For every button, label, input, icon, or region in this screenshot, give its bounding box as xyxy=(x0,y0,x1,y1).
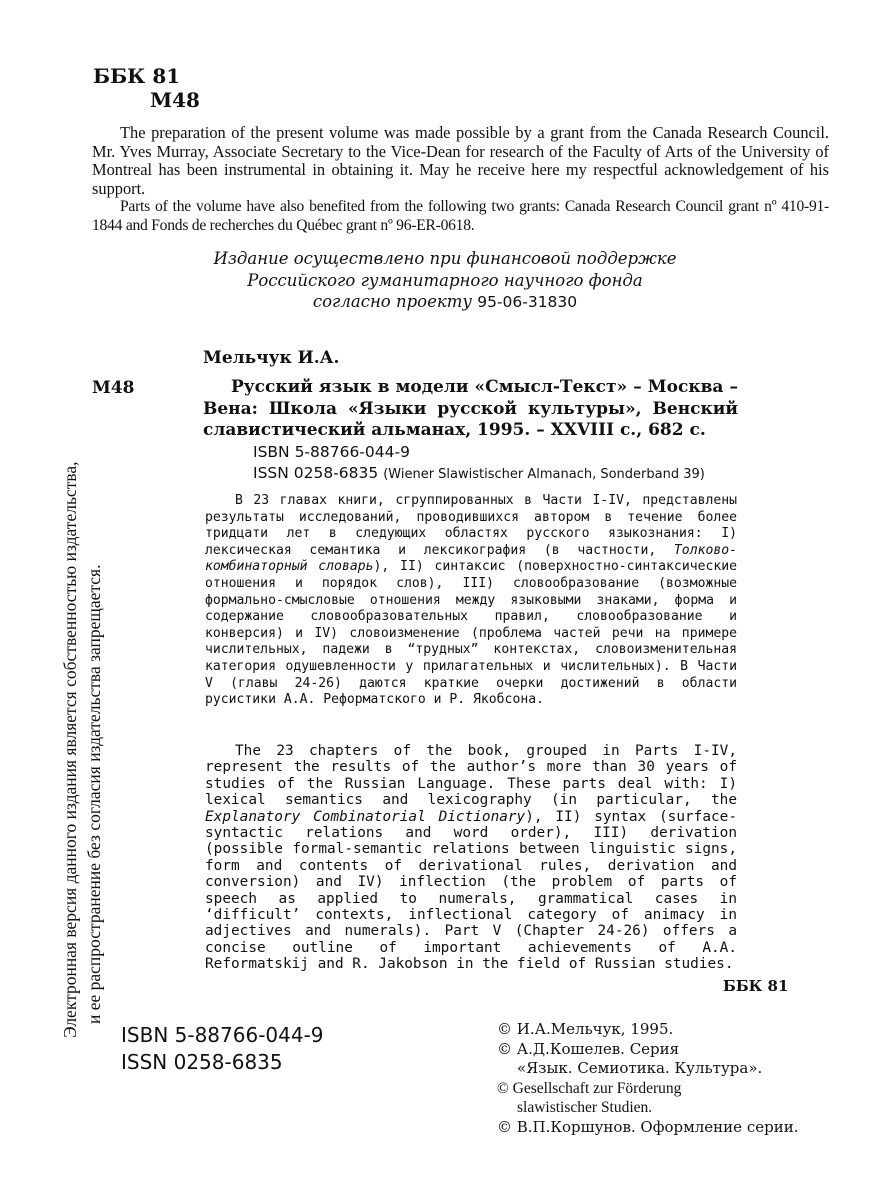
abstract-ru-part-1: В 23 главах книги, сгруппированных в Части I-IV, представлены результаты исследований, проводившихся автором в течение более тридцати лет в следующих областях русского языкознания: I) лексическая семантика и лексикография (в частности, xyxy=(205,493,737,558)
footer-isbn-block xyxy=(121,1022,324,1076)
catalog-issn-number: ISSN 0258-6835 xyxy=(253,464,379,482)
catalog-issn xyxy=(253,464,705,482)
abstract-english xyxy=(205,743,737,973)
project-number: 95-06-31830 xyxy=(477,293,578,311)
bbk-code: ББК 81 xyxy=(93,64,181,88)
funding-project-label: согласно проекту xyxy=(312,292,472,311)
copyright-series-editor: © А.Д.Кошелев. Серия xyxy=(497,1039,680,1058)
catalog-code: М48 xyxy=(92,378,135,398)
abstract-ru-italic: Толково-комбинаторный словарь xyxy=(205,542,737,575)
abstract-en-part-2: ), II) syntax (surface-syntactic relations and word order), III) derivation (possible formal-semantic relations between linguistic signs, form and contents of derivational rules, derivation and conversion) and IV) inflection (the problem of parts of speech as applied to numerals, grammatical cases in ‘difficult’ contexts, inflectional category of animacy in adjectives and numerals). Part V (Chapter 24-26) offers a concise outline of important achievements of A.A. Reformatskij and R. Jakobson in the field of Russian studies. xyxy=(205,808,737,973)
footer-isbn: ISBN 5-88766-044-9 xyxy=(121,1023,324,1047)
abstract-russian xyxy=(205,493,737,709)
abstract-english-text xyxy=(205,743,737,973)
copyright-block xyxy=(497,1020,798,1137)
grant-paragraph-2: Parts of the volume have also benefited from the following two grants: Canada Research Council grant nº 410-91-1844 and Fonds de recherches du Québec grant nº 96-ER-0618. xyxy=(92,198,829,234)
abstract-russian-text xyxy=(205,493,737,709)
abstract-en-italic: Explanatory Combinatorial Dictionary xyxy=(205,808,526,825)
catalog-description: Русский язык в модели «Смысл-Текст» – Москва – Вена: Школа «Языки русской культуры», Венский славистический альманах, 1995. – XXVIII с., 682 с. xyxy=(203,377,738,440)
copyright-society: © Gesellschaft zur Förderung xyxy=(497,1079,682,1097)
copyright-author: © И.А.Мельчук, 1995. xyxy=(497,1020,674,1038)
grant-paragraph-1: The preparation of the present volume was made possible by a grant from the Canada Research Council. Mr. Yves Murray, Associate Secretary to the Vice-Dean for research of the Faculty of Arts of the University of Montreal has been instrumental in obtaining it. May he receive here my respectful acknowledgement of his support. xyxy=(92,123,829,198)
funding-line-2: Российского гуманитарного научного фонда xyxy=(247,270,643,290)
author-sign: М48 xyxy=(150,88,200,112)
copyright-society-cont: slawistischer Studien. xyxy=(517,1099,653,1116)
bbk-header xyxy=(93,64,200,112)
rights-line-2: и ее распространение без согласия издательства запрещается. xyxy=(84,564,104,1024)
catalog-isbn: ISBN 5-88766-044-9 xyxy=(253,443,410,461)
catalog-author: Мельчук И.А. xyxy=(203,348,340,368)
copyright-series-name: «Язык. Семиотика. Культура». xyxy=(517,1059,763,1077)
funding-line-3 xyxy=(180,291,710,314)
funding-note xyxy=(180,248,710,314)
bbk-footer: ББК 81 xyxy=(723,977,789,995)
grant-acknowledgement xyxy=(92,124,829,235)
rights-line-1: Электронная версия данного издания является собственностью издательства, xyxy=(60,461,80,1038)
funding-line-1: Издание осуществлено при финансовой поддержке xyxy=(213,249,677,268)
abstract-en-part-1: The 23 chapters of the book, grouped in Parts I-IV, represent the results of the author’s more than 30 years of studies of the Russian Language. These parts deal with: I) lexical semantics and lexicography (in particular, the xyxy=(205,743,737,809)
abstract-ru-part-2: ), II) синтаксис (поверхностно-синтаксические отношения и порядок слов), III) словообразование (возможные формально-смысловые отношения между языковыми знаками, форма и содержание словообразовательных правил, словообразование и конверсия) и IV) словоизменение (проблема частей речи на примере числительных, падежи в “трудных” контекстах, словоизменительная категория одушевленности у прилагательных и числительных). В Части V (главы 24-26) даются краткие очерки достижений в области русистики А.А. Реформатского и Р. Якобсона. xyxy=(205,559,738,708)
copyright-design: © В.П.Коршунов. Оформление серии. xyxy=(497,1117,799,1136)
catalog-issn-note: (Wiener Slawistischer Almanach, Sonderband 39) xyxy=(383,467,705,482)
footer-issn: ISSN 0258-6835 xyxy=(121,1050,283,1074)
publisher-rights-note xyxy=(58,461,106,1038)
